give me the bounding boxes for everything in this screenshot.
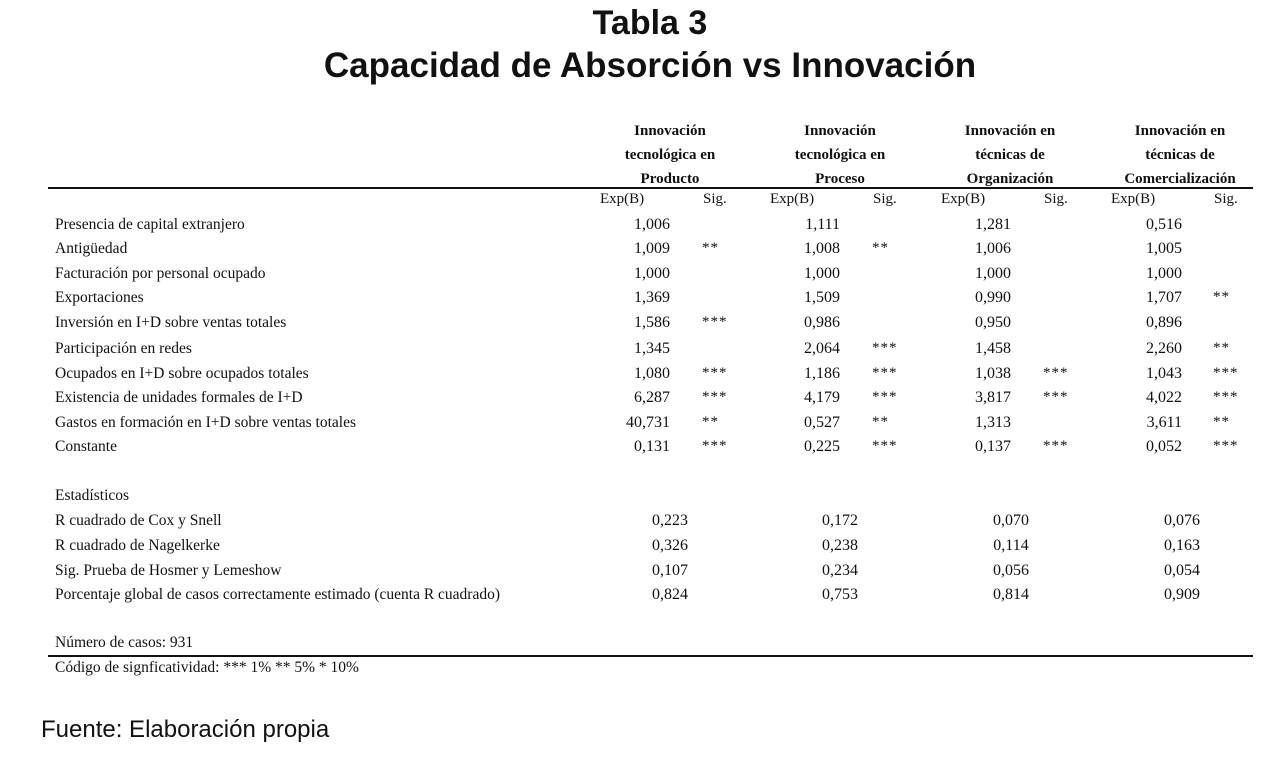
row-label: Facturación por personal ocupado	[55, 265, 266, 282]
row-label: Participación en redes	[55, 340, 192, 357]
table-row	[0, 240, 1266, 265]
statistic-value: 0,114	[993, 537, 1029, 554]
column-header	[770, 119, 910, 191]
row-label: Exportaciones	[55, 289, 144, 306]
table-row	[0, 314, 1266, 339]
statistic-row	[0, 562, 1266, 587]
column-header-line: técnicas de	[1145, 147, 1215, 163]
exp-b-value: 4,022	[1146, 389, 1182, 406]
sig-header: Sig.	[1214, 191, 1238, 207]
exp-b-value: 1,006	[975, 240, 1011, 257]
exp-b-value: 2,064	[804, 340, 840, 357]
statistic-label: Porcentaje global de casos correctamente estimado (cuenta R cuadrado)	[55, 586, 500, 603]
exp-b-value: 0,052	[1146, 438, 1182, 455]
significance-mark: ***	[1043, 438, 1069, 454]
row-label: Constante	[55, 438, 117, 455]
exp-b-header: Exp(B)	[1111, 191, 1156, 207]
exp-b-value: 6,287	[634, 389, 670, 406]
exp-b-value: 1,000	[804, 265, 840, 282]
column-header-line: tecnológica en	[794, 147, 886, 163]
statistic-value: 0,163	[1164, 537, 1200, 554]
column-header-line: Innovación	[804, 123, 876, 139]
sig-header: Sig.	[873, 191, 897, 207]
exp-b-value: 0,950	[975, 314, 1011, 331]
exp-b-value: 1,006	[634, 216, 670, 233]
column-header-line: Organización	[966, 171, 1054, 187]
significance-mark: **	[872, 240, 889, 256]
exp-b-value: 1,080	[634, 365, 670, 382]
column-header-line: Comercialización	[1124, 171, 1236, 187]
exp-b-value: 1,281	[975, 216, 1011, 233]
table-row	[0, 289, 1266, 314]
column-header-line: Innovación	[634, 123, 706, 139]
statistic-value: 0,172	[822, 512, 858, 529]
statistic-value: 0,234	[822, 562, 858, 579]
significance-mark: ***	[1213, 438, 1239, 454]
table-row	[0, 414, 1266, 439]
significance-mark: **	[702, 414, 719, 430]
significance-mark: **	[872, 414, 889, 430]
significance-mark: ***	[702, 365, 728, 381]
statistic-value: 0,909	[1164, 586, 1200, 603]
exp-b-value: 3,611	[1146, 414, 1182, 431]
column-header-line: técnicas de	[975, 147, 1045, 163]
sig-header: Sig.	[1044, 191, 1068, 207]
exp-b-value: 1,038	[975, 365, 1011, 382]
exp-b-value: 1,509	[804, 289, 840, 306]
exp-b-value: 1,111	[805, 216, 840, 233]
row-label: Ocupados en I+D sobre ocupados totales	[55, 365, 309, 382]
significance-mark: **	[1213, 340, 1230, 356]
exp-b-value: 0,527	[804, 414, 840, 431]
significance-mark: ***	[872, 389, 898, 405]
row-label: Presencia de capital extranjero	[55, 216, 245, 233]
row-label: Antigüedad	[55, 240, 128, 257]
exp-b-value: 0,986	[804, 314, 840, 331]
significance-mark: **	[702, 240, 719, 256]
statistic-value: 0,326	[652, 537, 688, 554]
exp-b-value: 1,345	[634, 340, 670, 357]
exp-b-value: 0,137	[975, 438, 1011, 455]
table-row	[0, 340, 1266, 365]
statistic-value: 0,107	[652, 562, 688, 579]
exp-b-value: 1,000	[975, 265, 1011, 282]
exp-b-value: 1,186	[804, 365, 840, 382]
column-header-line: Innovación en	[964, 123, 1056, 139]
stats-heading: Estadísticos	[55, 487, 130, 504]
significance-mark: **	[1213, 289, 1230, 305]
statistic-value: 0,814	[993, 586, 1029, 603]
table-title: Capacidad de Absorción vs Innovación	[323, 46, 977, 85]
exp-b-value: 1,009	[634, 240, 670, 257]
exp-b-header: Exp(B)	[941, 191, 986, 207]
exp-b-value: 2,260	[1146, 340, 1182, 357]
table-row	[0, 389, 1266, 414]
column-header-line: Proceso	[815, 171, 865, 187]
number-of-cases: Número de casos: 931	[55, 634, 194, 651]
exp-b-value: 1,008	[804, 240, 840, 257]
statistic-label: R cuadrado de Nagelkerke	[55, 537, 220, 554]
exp-b-value: 0,516	[1146, 216, 1182, 233]
source-note: Fuente: Elaboración propia	[41, 716, 330, 743]
statistic-value: 0,056	[993, 562, 1029, 579]
statistic-row	[0, 512, 1266, 537]
exp-b-value: 1,043	[1146, 365, 1182, 382]
column-header-line: Producto	[640, 171, 700, 187]
exp-b-value: 1,458	[975, 340, 1011, 357]
statistic-row	[0, 537, 1266, 562]
exp-b-value: 1,313	[975, 414, 1011, 431]
statistic-value: 0,238	[822, 537, 858, 554]
exp-b-value: 0,896	[1146, 314, 1182, 331]
table-row	[0, 216, 1266, 241]
table-row	[0, 438, 1266, 463]
significance-mark: ***	[1213, 365, 1239, 381]
statistic-value: 0,824	[652, 586, 688, 603]
statistic-row	[0, 586, 1266, 611]
significance-code: Código de signficatividad: *** 1% ** 5% * 10%	[55, 659, 359, 676]
statistic-value: 0,054	[1164, 562, 1200, 579]
significance-mark: ***	[1043, 389, 1069, 405]
exp-b-value: 1,005	[1146, 240, 1182, 257]
significance-mark: ***	[872, 365, 898, 381]
significance-mark: ***	[702, 438, 728, 454]
row-label: Existencia de unidades formales de I+D	[55, 389, 303, 406]
significance-mark: ***	[1213, 389, 1239, 405]
exp-b-value: 1,707	[1146, 289, 1182, 306]
column-header	[940, 119, 1080, 191]
exp-b-value: 40,731	[626, 414, 670, 431]
statistic-value: 0,223	[652, 512, 688, 529]
exp-b-value: 1,586	[634, 314, 670, 331]
significance-mark: ***	[872, 340, 898, 356]
exp-b-header: Exp(B)	[770, 191, 815, 207]
footer-rule	[48, 655, 1253, 657]
column-header-line: Innovación en	[1134, 123, 1226, 139]
column-header	[600, 119, 740, 191]
exp-b-header: Exp(B)	[600, 191, 645, 207]
table-row	[0, 265, 1266, 290]
significance-mark: ***	[702, 314, 728, 330]
exp-b-value: 3,817	[975, 389, 1011, 406]
exp-b-value: 0,131	[634, 438, 670, 455]
column-header-line: tecnológica en	[624, 147, 716, 163]
exp-b-value: 1,000	[1146, 265, 1182, 282]
statistic-value: 0,070	[993, 512, 1029, 529]
exp-b-value: 1,000	[634, 265, 670, 282]
significance-mark: ***	[702, 389, 728, 405]
table-number: Tabla 3	[592, 4, 708, 42]
header-rule	[48, 187, 1253, 189]
exp-b-value: 4,179	[804, 389, 840, 406]
statistic-label: Sig. Prueba de Hosmer y Lemeshow	[55, 562, 282, 579]
exp-b-value: 1,369	[634, 289, 670, 306]
significance-mark: ***	[1043, 365, 1069, 381]
statistic-value: 0,076	[1164, 512, 1200, 529]
table-row	[0, 365, 1266, 390]
statistic-label: R cuadrado de Cox y Snell	[55, 512, 222, 529]
row-label: Inversión en I+D sobre ventas totales	[55, 314, 287, 331]
significance-mark: ***	[872, 438, 898, 454]
row-label: Gastos en formación en I+D sobre ventas totales	[55, 414, 357, 431]
statistic-value: 0,753	[822, 586, 858, 603]
sig-header: Sig.	[703, 191, 727, 207]
significance-mark: **	[1213, 414, 1230, 430]
exp-b-value: 0,990	[975, 289, 1011, 306]
exp-b-value: 0,225	[804, 438, 840, 455]
column-header	[1110, 119, 1250, 191]
